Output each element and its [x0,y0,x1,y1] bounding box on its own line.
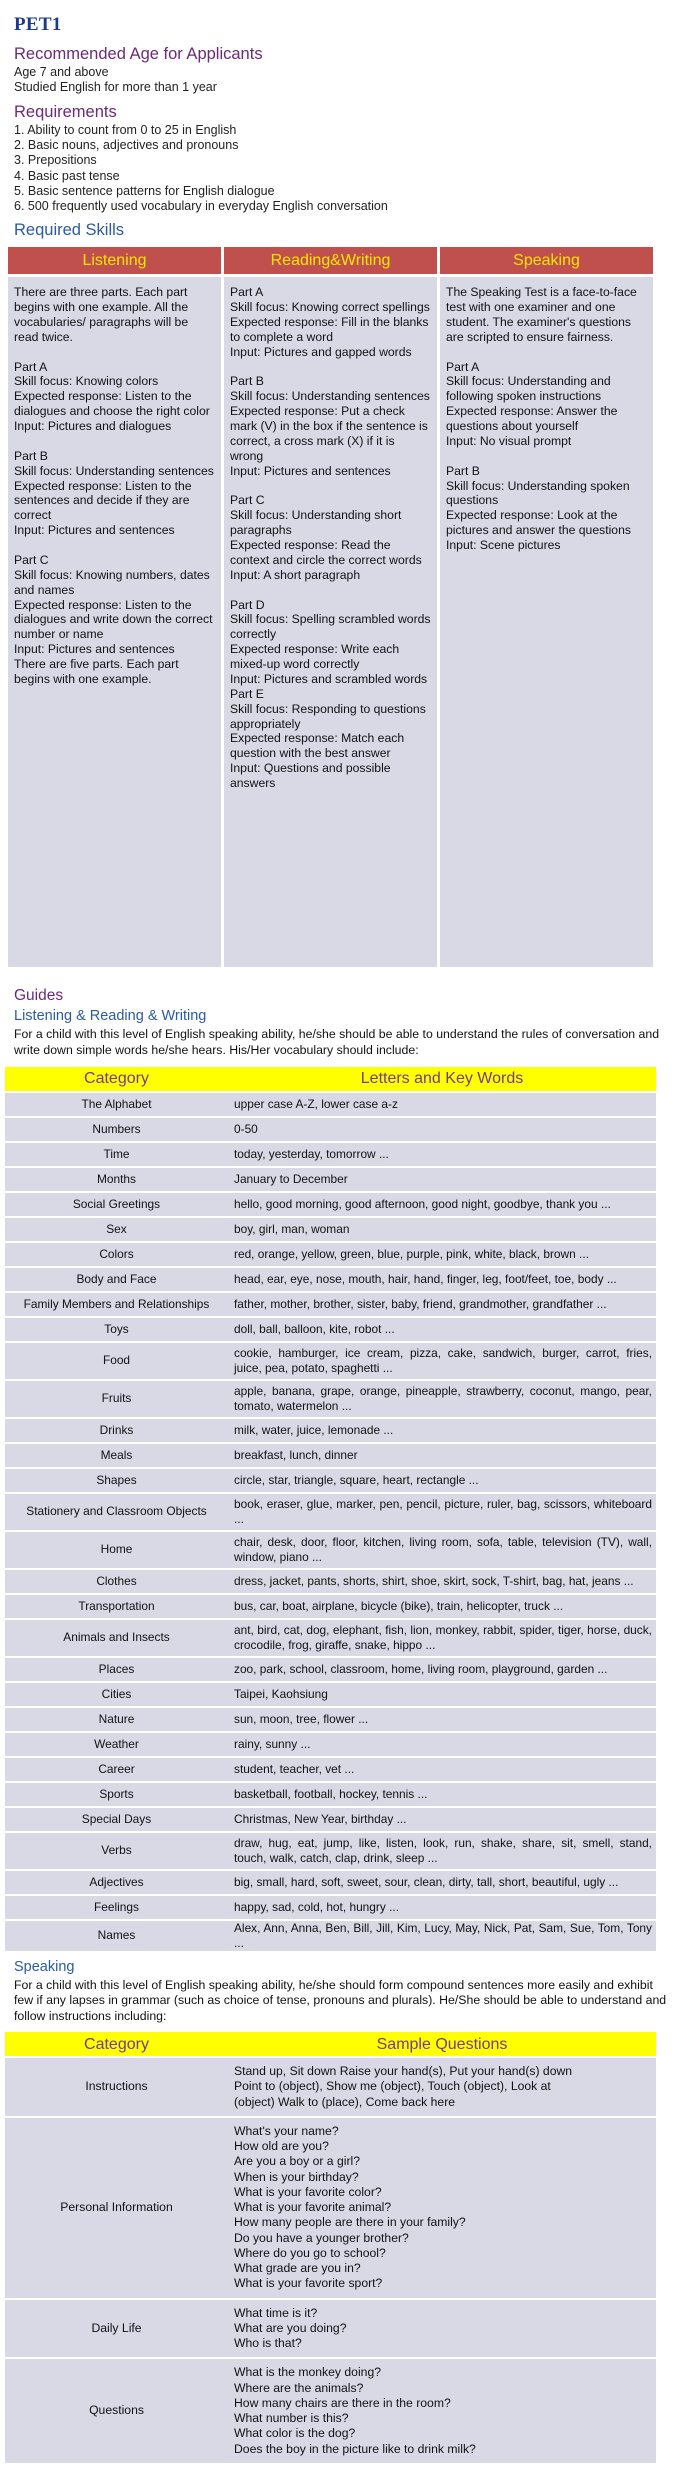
vocab-category: Numbers [5,1118,228,1141]
vocab-category: Fruits [5,1381,228,1417]
requirement-item: 4. Basic past tense [14,168,120,183]
vocab-keywords: upper case A-Z, lower case a-z [228,1093,656,1116]
listening-cell [8,277,221,967]
vocab-category: Shapes [5,1469,228,1492]
requirement-item: 1. Ability to count from 0 to 25 in English [14,122,237,137]
speaking-text: The Speaking Test is a face-to-face test with one examiner and one student. The examiner's questions are scripted to ensure fairness. Part A Skill focus: Understanding and following spoken instructions Expected response: Answer the questions about yourself Input: No visual prompt Part B Skill focus: Understanding spoken questions Expected response: Look at the pictures and answer the questions Input: Scene pictures [446,285,637,553]
page-title: PET1 [14,14,62,35]
vocab-header-category: Category [5,1067,228,1091]
vocab-category: Colors [5,1243,228,1266]
vocab-header-keywords: Letters and Key Words [228,1067,656,1091]
vocabulary-table [5,1065,656,1953]
speaking-intro: For a child with this level of English speaking ability, he/she should form compound sentences more easily and exhibit few if any lapses in grammar (such as choice of tense, pronouns and plurals). He/She should be able to understand and follow instructions including: [14,1978,667,2023]
vocab-row [5,1595,656,1618]
vocab-row [5,1168,656,1191]
skills-header-reading-writing: Reading&Writing [224,247,437,274]
speak-question-line: Where are the animals? [234,2380,364,2395]
speak-question-line: Does the boy in the picture like to drink milk? [234,2441,476,2456]
vocab-row [5,1381,656,1417]
vocab-category: Feelings [5,1896,228,1919]
requirements-heading: Requirements [14,103,117,122]
vocab-row [5,1733,656,1756]
speak-question-line: (object) Walk to (place), Come back here [234,2094,456,2109]
vocab-row [5,1469,656,1492]
vocab-keywords: student, teacher, vet ... [228,1758,656,1781]
speak-question-line: Stand up, Sit down Raise your hand(s), Put your hand(s) down [234,2064,573,2079]
vocab-row [5,1708,656,1731]
vocab-category: Sex [5,1218,228,1241]
speak-question-line: What time is it? [234,2305,318,2320]
vocab-keywords: Taipei, Kaohsiung [228,1683,656,1706]
vocab-row [5,1833,656,1869]
vocab-keywords: book, eraser, glue, marker, pen, pencil, picture, ruler, bag, scissors, whiteboard ... [228,1494,656,1530]
vocab-keywords: ant, bird, cat, dog, elephant, fish, lion, monkey, rabbit, spider, tiger, horse, duck, crocodile, frog, giraffe, snake, hippo ... [228,1620,656,1656]
vocab-category: The Alphabet [5,1093,228,1116]
speak-row [5,2058,656,2116]
vocab-category: Verbs [5,1833,228,1869]
vocab-row [5,1318,656,1341]
speak-question-line: Where do you go to school? [234,2245,386,2260]
vocab-category: Home [5,1532,228,1568]
vocab-category: Meals [5,1444,228,1467]
vocab-row [5,1093,656,1116]
vocab-row [5,1268,656,1291]
vocab-keywords: January to December [228,1168,656,1191]
reading-writing-text: Part A Skill focus: Knowing correct spellings Expected response: Fill in the blanks to complete a word Input: Pictures and gapped words Part B Skill focus: Understanding sentences Expected response: Put a check mark (V) in the box if the sentence is correct, a cross mark (X) if it is wrong Input: Pictures and sentences Part C Skill focus: Understanding short paragraphs Expected response: Read the context and circle the correct words Input: A short paragraph Part D Skill focus: Spelling scrambled words correctly Expected response: Write each mixed-up word correctly Input: Pictures and scrambled words Part E Skill focus: Responding to questions appropriately Expected response: Match each question with the best answer Input: Questions and possible answers [230,285,431,791]
vocab-keywords: rainy, sunny ... [228,1733,656,1756]
speaking-table [5,2030,656,2465]
vocab-keywords: circle, star, triangle, square, heart, rectangle ... [228,1469,656,1492]
vocab-keywords: apple, banana, grape, orange, pineapple, strawberry, coconut, mango, pear, tomato, watermelon ... [228,1381,656,1417]
vocab-category: Transportation [5,1595,228,1618]
vocab-row [5,1218,656,1241]
vocab-keywords: breakfast, lunch, dinner [228,1444,656,1467]
vocab-category: Names [5,1921,228,1951]
vocab-category: Places [5,1658,228,1681]
speak-questions [228,2300,656,2358]
vocab-category: Sports [5,1783,228,1806]
speak-question-line: What is your favorite animal? [234,2200,392,2215]
vocab-row [5,1532,656,1568]
vocab-category: Time [5,1143,228,1166]
vocab-row [5,1193,656,1216]
speak-category: Questions [5,2359,228,2463]
age-line-2: Studied English for more than 1 year [14,79,217,94]
vocab-row [5,1143,656,1166]
vocab-keywords: milk, water, juice, lemonade ... [228,1419,656,1442]
listening-text: There are three parts. Each part begins with one example. All the vocabularies/ paragraphs will be read twice. Part A Skill focus: Knowing colors Expected response: Listen to the dialogues and choose the right color Input: Pictures and dialogues Part B Skill focus: Understanding sentences Expected response: Listen to the sentences and decide if they are correct Input: Pictures and sentences Part C Skill focus: Knowing numbers, dates and names Expected response: Listen to the dialogues and write down the correct number or name Input: Pictures and sentences There are five parts. Each part begins with one example. [14,285,214,686]
vocab-keywords: chair, desk, door, floor, kitchen, living room, sofa, table, television (TV), wall, window, piano ... [228,1532,656,1568]
skills-table [5,247,656,967]
speak-question-line: What number is this? [234,2411,349,2426]
age-line-1: Age 7 and above [14,64,109,79]
speak-question-line: What's your name? [234,2123,339,2138]
vocab-keywords: big, small, hard, soft, sweet, sour, clean, dirty, tall, short, beautiful, ugly ... [228,1871,656,1894]
speak-questions [228,2118,656,2298]
speak-question-line: Who is that? [234,2336,302,2351]
vocab-category: Career [5,1758,228,1781]
vocab-keywords: doll, ball, balloon, kite, robot ... [228,1318,656,1341]
speak-question-line: How many chairs are there in the room? [234,2395,451,2410]
vocab-row [5,1758,656,1781]
vocab-category: Social Greetings [5,1193,228,1216]
age-heading: Recommended Age for Applicants [14,44,263,63]
vocab-keywords: happy, sad, cold, hot, hungry ... [228,1896,656,1919]
vocab-row [5,1118,656,1141]
requirements-list [14,123,679,215]
vocab-category: Drinks [5,1419,228,1442]
guides-heading: Guides [14,987,64,1005]
vocab-row [5,1343,656,1379]
lrw-intro: For a child with this level of English speaking ability, he/she should be able to understand the rules of conversation and write down simple words he/she hears. His/Her vocabulary should include: [14,1027,660,1057]
speak-question-line: What color is the dog? [234,2426,356,2441]
vocab-category: Toys [5,1318,228,1341]
vocab-keywords: father, mother, brother, sister, baby, friend, grandmother, grandfather ... [228,1293,656,1316]
vocab-row [5,1293,656,1316]
vocab-category: Nature [5,1708,228,1731]
speak-questions [228,2058,656,2116]
speak-header-questions: Sample Questions [228,2032,656,2056]
requirement-item: 6. 500 frequently used vocabulary in everyday English conversation [14,199,388,214]
vocab-row [5,1683,656,1706]
vocab-keywords: sun, moon, tree, flower ... [228,1708,656,1731]
vocab-row [5,1808,656,1831]
vocab-row [5,1620,656,1656]
speak-header-category: Category [5,2032,228,2056]
vocab-category: Weather [5,1733,228,1756]
speak-question-line: What is your favorite sport? [234,2276,383,2291]
speak-question-line: How many people are there in your family? [234,2215,466,2230]
speak-question-line: What is your favorite color? [234,2184,382,2199]
vocab-row [5,1444,656,1467]
vocab-keywords: cookie, hamburger, ice cream, pizza, cake, sandwich, burger, carrot, fries, juice, pea, potato, spaghetti ... [228,1343,656,1379]
vocab-keywords: basketball, football, hockey, tennis ... [228,1783,656,1806]
speak-question-line: Point to (object), Show me (object), Touch (object), Look at [234,2079,551,2094]
speak-question-line: What grade are you in? [234,2261,361,2276]
requirement-item: 2. Basic nouns, adjectives and pronouns [14,138,239,153]
speak-question-line: Are you a boy or a girl? [234,2154,361,2169]
speak-category: Instructions [5,2058,228,2116]
vocab-category: Food [5,1343,228,1379]
vocab-keywords: draw, hug, eat, jump, like, listen, look, run, shake, share, sit, smell, stand, touch, walk, catch, clap, drink, sleep ... [228,1833,656,1869]
speak-question-line: How old are you? [234,2139,329,2154]
vocab-keywords: head, ear, eye, nose, mouth, hair, hand, finger, leg, foot/feet, toe, body ... [228,1268,656,1291]
speak-category: Daily Life [5,2300,228,2358]
speak-row [5,2359,656,2463]
vocab-category: Special Days [5,1808,228,1831]
speaking-heading: Speaking [14,1958,75,1975]
vocab-category: Months [5,1168,228,1191]
vocab-category: Animals and Insects [5,1620,228,1656]
vocab-keywords: Alex, Ann, Anna, Ben, Bill, Jill, Kim, Lucy, May, Nick, Pat, Sam, Sue, Tom, Tony ... [228,1921,656,1951]
vocab-category: Cities [5,1683,228,1706]
reading-writing-cell [224,277,437,967]
vocab-row [5,1570,656,1593]
vocab-category: Clothes [5,1570,228,1593]
speak-question-line: Do you have a younger brother? [234,2230,409,2245]
vocab-keywords: hello, good morning, good afternoon, good night, goodbye, thank you ... [228,1193,656,1216]
lrw-heading: Listening & Reading & Writing [14,1007,207,1024]
speaking-cell [440,277,653,967]
vocab-category: Body and Face [5,1268,228,1291]
vocab-keywords: boy, girl, man, woman [228,1218,656,1241]
vocab-keywords: zoo, park, school, classroom, home, living room, playground, garden ... [228,1658,656,1681]
vocab-keywords: Christmas, New Year, birthday ... [228,1808,656,1831]
vocab-row [5,1658,656,1681]
vocab-keywords: bus, car, boat, airplane, bicycle (bike), train, helicopter, truck ... [228,1595,656,1618]
requirement-item: 3. Prepositions [14,153,97,168]
vocab-category: Stationery and Classroom Objects [5,1494,228,1530]
vocab-row [5,1921,656,1951]
vocab-keywords: dress, jacket, pants, shorts, shirt, shoe, skirt, sock, T-shirt, bag, hat, jeans ... [228,1570,656,1593]
speak-question-line: When is your birthday? [234,2169,359,2184]
skills-header-listening: Listening [8,247,221,274]
vocab-row [5,1783,656,1806]
speak-question-line: What is the monkey doing? [234,2365,382,2380]
vocab-category: Family Members and Relationships [5,1293,228,1316]
speak-row [5,2118,656,2298]
vocab-row [5,1494,656,1530]
vocab-category: Adjectives [5,1871,228,1894]
requirement-item: 5. Basic sentence patterns for English dialogue [14,183,275,198]
vocab-keywords: today, yesterday, tomorrow ... [228,1143,656,1166]
speak-row [5,2300,656,2358]
vocab-keywords: red, orange, yellow, green, blue, purple, pink, white, black, brown ... [228,1243,656,1266]
vocab-row [5,1896,656,1919]
skills-header-speaking: Speaking [440,247,653,274]
speak-category: Personal Information [5,2118,228,2298]
speak-question-line: What are you doing? [234,2320,347,2335]
vocab-row [5,1243,656,1266]
skills-heading: Required Skills [14,221,125,240]
vocab-row [5,1419,656,1442]
vocab-keywords: 0-50 [228,1118,656,1141]
vocab-row [5,1871,656,1894]
speak-questions [228,2359,656,2463]
